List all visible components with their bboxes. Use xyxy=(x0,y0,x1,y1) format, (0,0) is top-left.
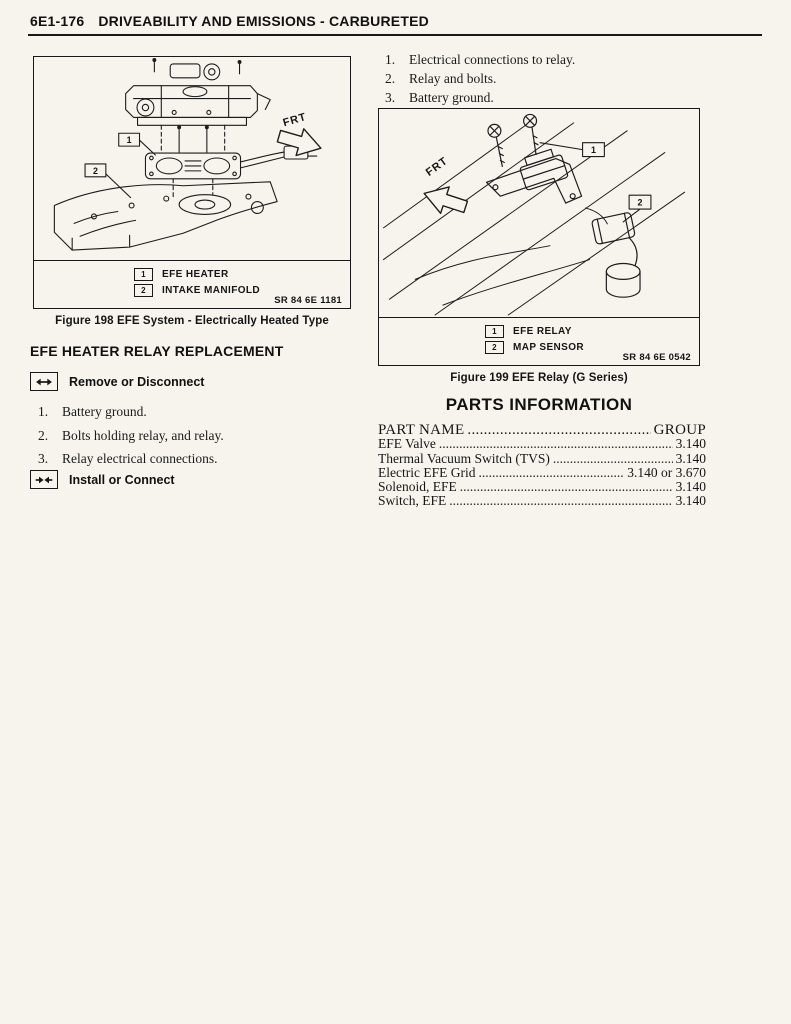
callout-1-number: 1 xyxy=(590,145,596,156)
step-text: Bolts holding relay, and relay. xyxy=(62,427,224,443)
parts-header-group: GROUP xyxy=(653,422,706,438)
install-connect-label: Install or Connect xyxy=(69,472,175,487)
table-row xyxy=(378,452,706,466)
figure-199 xyxy=(378,108,700,366)
step-text: Battery ground. xyxy=(62,404,147,419)
remove-steps-list xyxy=(38,404,348,475)
list-item xyxy=(38,451,348,467)
figure-198-legend xyxy=(34,260,350,308)
dot-leader xyxy=(460,480,673,494)
section-title: EFE HEATER RELAY REPLACEMENT xyxy=(30,343,284,359)
legend-label: EFE RELAY xyxy=(513,326,572,337)
part-group: 3.140 or 3.670 xyxy=(627,464,706,480)
dot-leader xyxy=(467,423,650,437)
remove-disconnect-callout xyxy=(30,372,204,391)
table-row xyxy=(378,466,706,480)
callout-number-box: 1 xyxy=(134,268,153,281)
step-number: 1. xyxy=(385,52,396,67)
dot-leader xyxy=(449,494,672,508)
part-name: EFE Valve xyxy=(378,436,436,452)
callout-number-box: 2 xyxy=(134,284,153,297)
step-text: Relay electrical connections. xyxy=(62,451,218,466)
part-name: Switch, EFE xyxy=(378,493,447,509)
intake-manifold-illustration xyxy=(54,182,277,250)
legend-item xyxy=(134,267,350,282)
list-item xyxy=(385,90,705,106)
install-connect-callout xyxy=(30,470,175,489)
parts-table xyxy=(378,423,706,509)
header-rule xyxy=(28,34,762,36)
step-number: 3. xyxy=(38,451,49,466)
figure-199-caption: Figure 199 EFE Relay (G Series) xyxy=(450,372,628,384)
frt-arrow-icon xyxy=(275,123,325,162)
efe-heater-grid-illustration xyxy=(145,146,316,197)
part-name: Thermal Vacuum Switch (TVS) xyxy=(378,450,550,466)
step-text: Battery ground. xyxy=(409,90,494,105)
page-title: DRIVEABILITY AND EMISSIONS - CARBURETED xyxy=(98,13,429,29)
dot-leader xyxy=(478,466,624,480)
legend-label: EFE HEATER xyxy=(162,269,229,280)
install-steps-list xyxy=(385,52,705,109)
parts-table-header xyxy=(378,423,706,437)
map-sensor-illustration xyxy=(591,212,640,297)
callout-2-number: 2 xyxy=(637,197,643,208)
frt-label: FRT xyxy=(423,154,451,179)
part-name: Electric EFE Grid xyxy=(378,464,476,480)
figure-198-art xyxy=(34,57,350,260)
page-header xyxy=(30,13,429,29)
frt-label: FRT xyxy=(281,111,309,130)
callout-1-number: 1 xyxy=(126,135,132,146)
figure-ref-code: SR 84 6E 0542 xyxy=(622,352,691,363)
dot-leader xyxy=(553,452,673,466)
part-group: 3.140 xyxy=(675,436,706,452)
legend-label: MAP SENSOR xyxy=(513,342,585,353)
parts-header-name: PART NAME xyxy=(378,422,465,438)
list-item xyxy=(38,404,348,420)
table-row xyxy=(378,480,706,494)
engine-outline xyxy=(415,208,607,305)
figure-198 xyxy=(33,56,351,309)
figure-ref-code: SR 84 6E 1181 xyxy=(274,295,342,306)
step-text: Relay and bolts. xyxy=(409,71,497,86)
step-text: Electrical connections to relay. xyxy=(409,52,576,67)
carburetor-illustration xyxy=(126,58,271,152)
step-number: 2. xyxy=(38,427,49,443)
table-row xyxy=(378,494,706,508)
frt-arrow-icon xyxy=(420,180,470,220)
step-number: 3. xyxy=(385,90,396,105)
install-connect-icon xyxy=(30,470,58,489)
figure-199-legend xyxy=(379,317,699,365)
part-name: Solenoid, EFE xyxy=(378,479,457,495)
figure-198-caption: Figure 198 EFE System - Electrically Heated Type xyxy=(55,315,329,327)
remove-disconnect-label: Remove or Disconnect xyxy=(69,374,205,389)
figure-199-drawing xyxy=(379,109,699,317)
page-number: 6E1-176 xyxy=(30,13,85,29)
remove-disconnect-icon xyxy=(30,372,58,391)
figure-198-drawing xyxy=(34,57,350,260)
dot-leader xyxy=(439,437,673,451)
callout-1 xyxy=(119,133,156,155)
list-item xyxy=(38,428,348,444)
legend-item xyxy=(485,324,699,339)
parts-information-title: PARTS INFORMATION xyxy=(445,395,633,414)
mounting-screws xyxy=(488,114,538,166)
callout-2-number: 2 xyxy=(92,165,98,176)
part-group: 3.140 xyxy=(675,493,706,509)
part-group: 3.140 xyxy=(675,479,706,495)
figure-199-art xyxy=(379,109,699,317)
callout-number-box: 2 xyxy=(485,341,504,354)
step-number: 2. xyxy=(385,71,396,86)
legend-label: INTAKE MANIFOLD xyxy=(162,285,261,296)
step-number: 1. xyxy=(38,404,49,419)
table-row xyxy=(378,437,706,451)
part-group: 3.140 xyxy=(675,450,706,466)
list-item xyxy=(385,52,705,68)
callout-number-box: 1 xyxy=(485,325,504,338)
list-item xyxy=(385,71,705,87)
